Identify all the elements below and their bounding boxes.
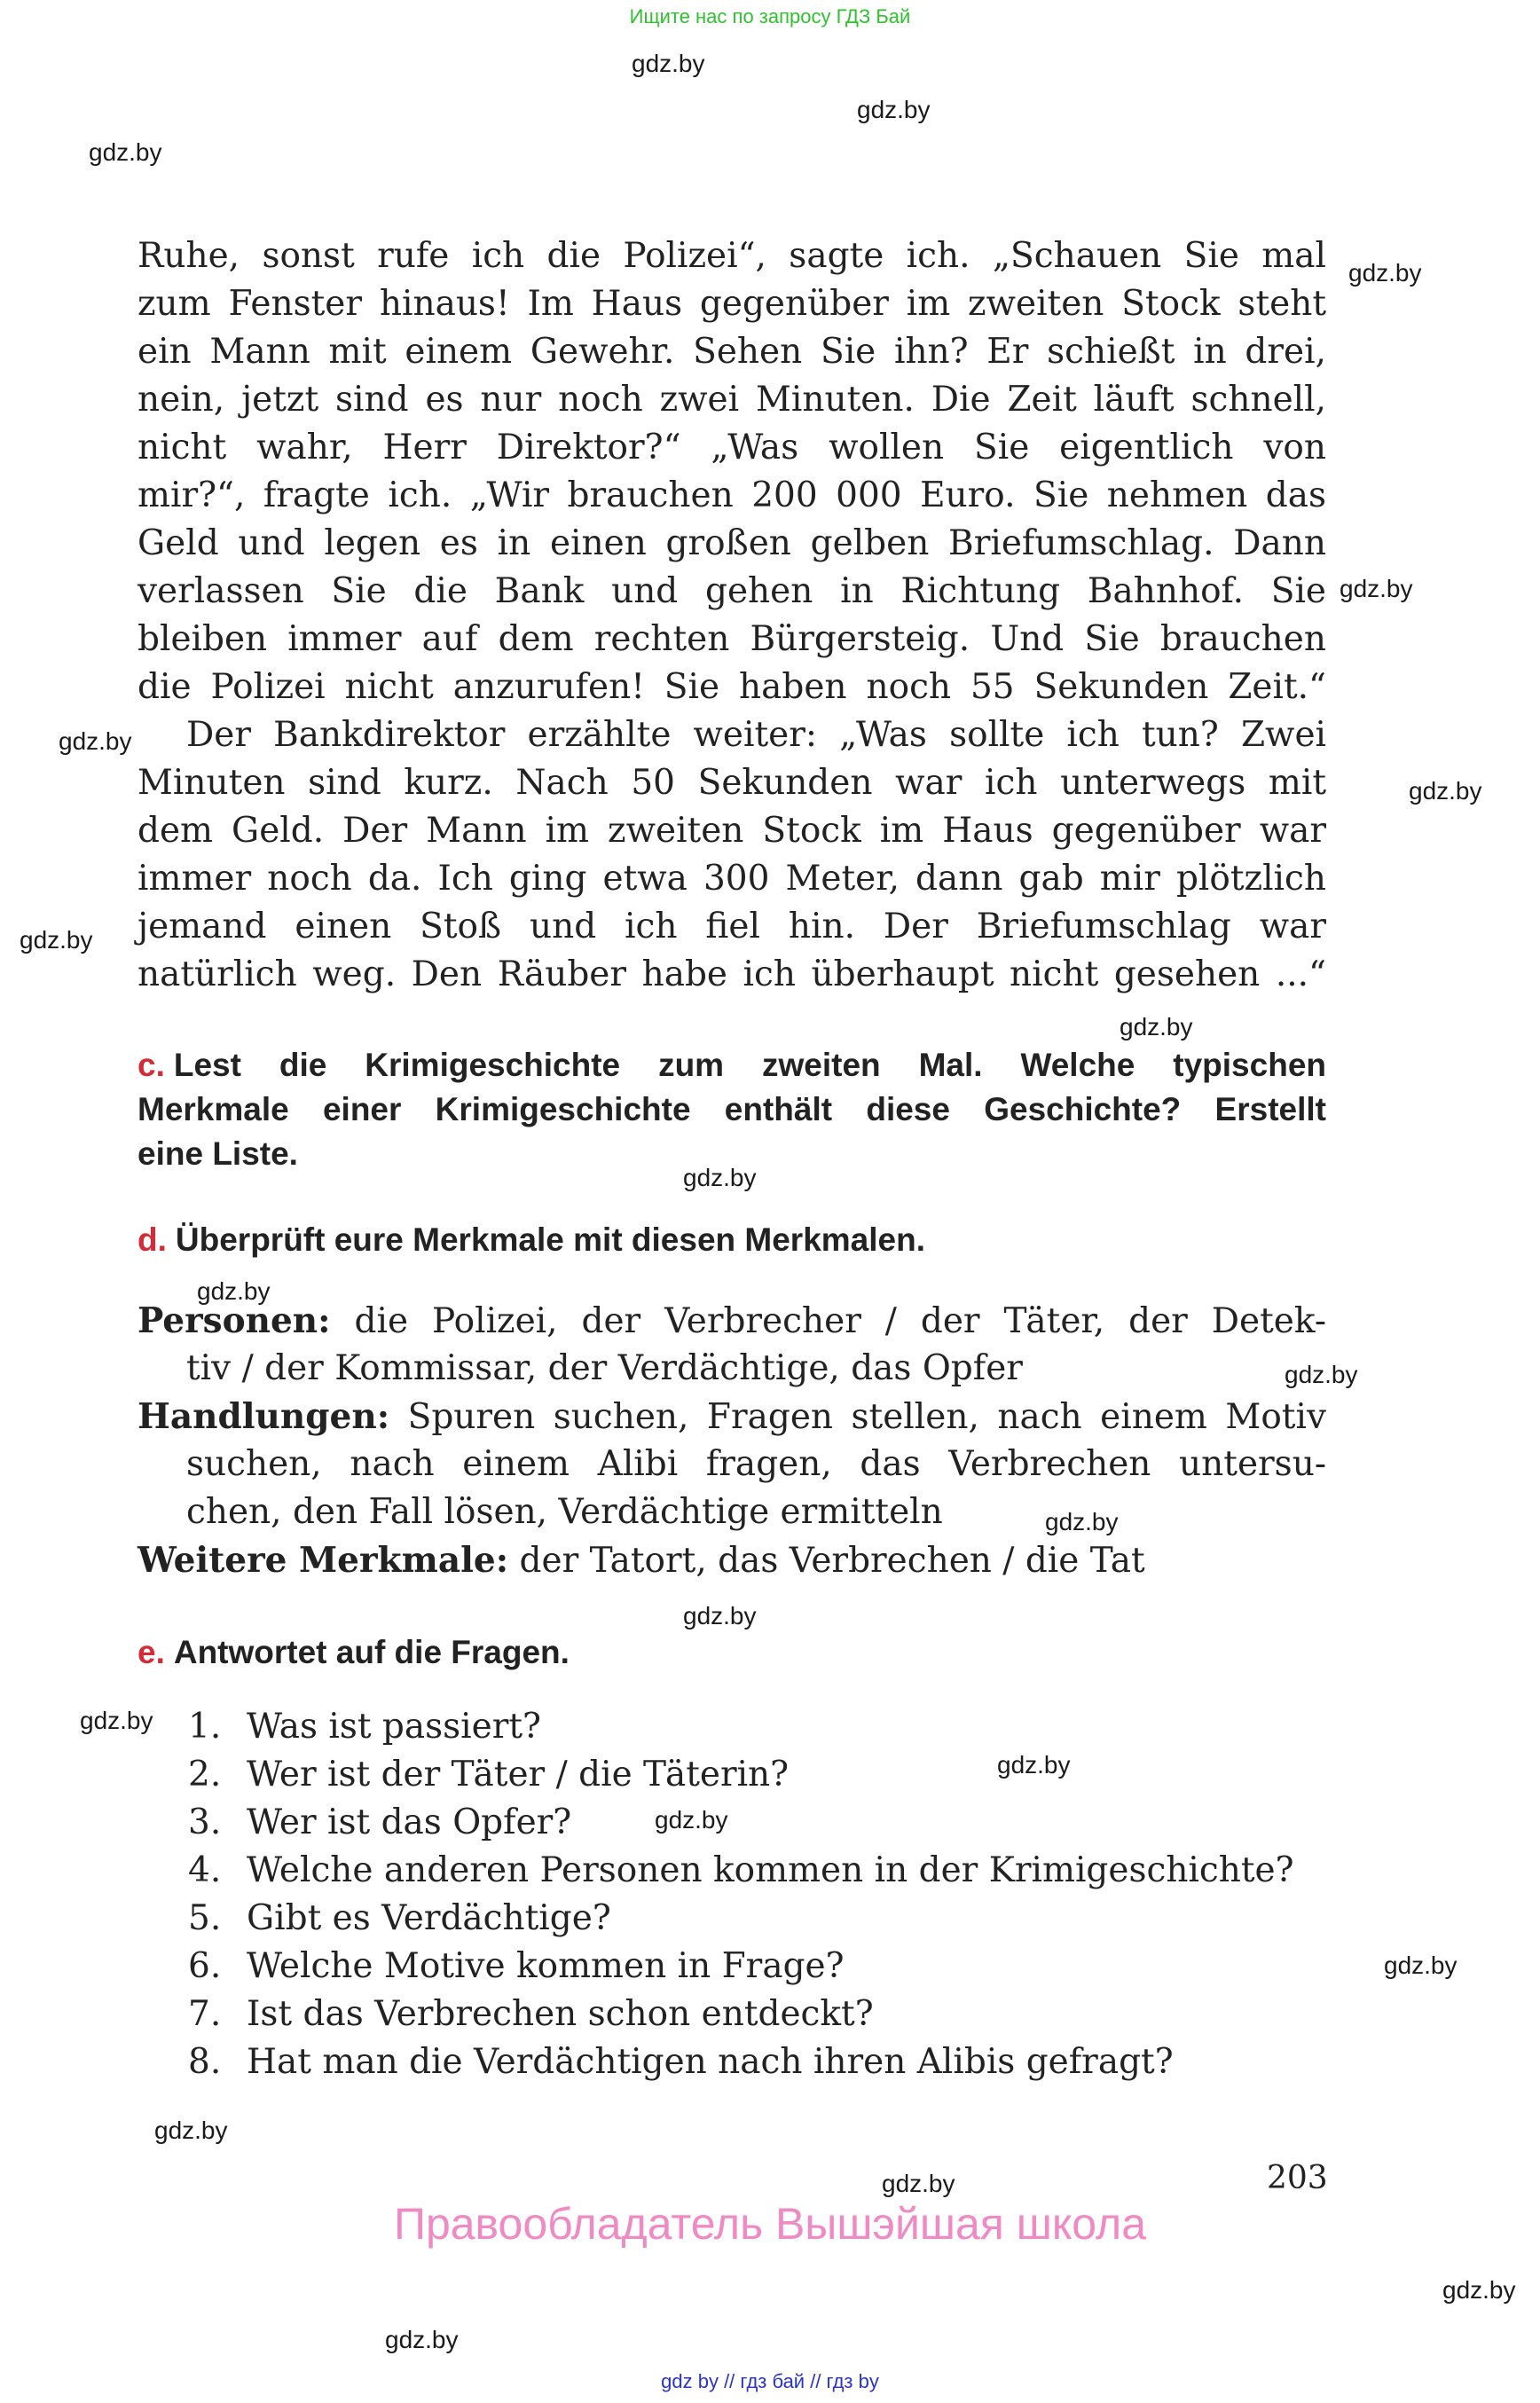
watermark: gdz.by [683,1164,757,1191]
question-text: Wer ist das Opfer? [247,1802,572,1842]
question-number: 8. [188,2042,222,2082]
copyright-notice: Правообладатель Вышэйшая школа [394,2199,1146,2249]
question-item [188,1895,611,1943]
task-text: Lest die Krimigeschichte zum zweiten Mal. Welche typischen [173,1047,1326,1083]
watermark: gdz.by [1442,2276,1516,2304]
weitere-label: Weitere Merkmale: [138,1540,509,1581]
watermark: gdz.by [1120,1013,1193,1041]
question-item [188,1799,571,1847]
personen-line [138,1297,1326,1346]
question-item [188,1847,1294,1895]
handlungen-line [138,1393,1326,1441]
question-text: Wer ist der Täter / die Täterin? [247,1755,790,1794]
story-line: nicht wahr, Herr Direktor?“ „Was wollen Sie eigentlich von [138,428,1326,467]
question-text: Hat man die Verdächtigen nach ihren Alibis gefragt? [247,2042,1174,2082]
watermark: gdz.by [89,138,162,166]
page-number: 203 [1267,2160,1328,2196]
story-line: verlassen Sie die Bank und gehen in Richtung Bahnhof. Sie [138,571,1326,611]
task-letter: c. [138,1047,165,1083]
story-line: mir?“, fragte ich. „Wir brauchen 200 000 Euro. Sie nehmen das [138,475,1326,515]
question-text: Was ist passiert? [247,1707,541,1747]
story-line: Minuten sind kurz. Nach 50 Sekunden war ich unterwegs mit [138,763,1326,803]
story-line: ein Mann mit einem Gewehr. Sehen Sie ihn? Er schießt in drei, [138,332,1326,372]
story-line: nein, jetzt sind es nur noch zwei Minuten. Die Zeit läuft schnell, [138,380,1326,420]
question-number: 4. [188,1850,222,1890]
task-letter: e. [138,1634,165,1670]
handlungen-text: Spuren suchen, Fragen stellen, nach einem Motiv [407,1397,1326,1437]
task-c [138,1043,1326,1176]
task-text: Antwortet auf die Fragen. [173,1634,570,1670]
weitere-text: der Tatort, das Verbrechen / die Tat [519,1541,1145,1581]
watermark: gdz.by [1409,777,1482,805]
handlungen-line: chen, den Fall lösen, Verdächtige ermitteln [186,1492,943,1532]
weitere-line [138,1536,1326,1585]
watermark: gdz.by [1285,1361,1358,1388]
question-text: Ist das Verbrechen schon entdeckt? [247,1994,874,2034]
watermark: gdz.by [20,926,93,954]
watermark: gdz.by [385,2326,459,2353]
task-text: eine Liste. [138,1135,298,1172]
question-item [188,1943,845,1991]
task-text: Merkmale einer Krimigeschichte enthält diese Geschichte? Erstellt [138,1091,1326,1127]
task-letter: d. [138,1221,167,1258]
personen-label: Personen: [138,1300,331,1341]
task-e [138,1630,1326,1675]
question-item [188,1751,789,1799]
watermark: gdz.by [1340,575,1413,602]
handlungen-line: suchen, nach einem Alibi fragen, das Verbrechen untersu- [186,1444,1326,1484]
watermark: gdz.by [1045,1508,1119,1535]
watermark: gdz.by [857,96,931,123]
watermark: gdz.by [154,2116,228,2144]
story-line: Ruhe, sonst rufe ich die Polizei“, sagte ich. „Schauen Sie mal [138,236,1326,276]
question-text: Welche anderen Personen kommen in der Krimigeschichte? [247,1850,1294,1890]
watermark: gdz.by [1348,259,1422,287]
watermark: gdz.by [632,50,705,77]
story-line: immer noch da. Ich ging etwa 300 Meter, dann gab mir plötzlich [138,859,1326,899]
top-banner: Ищите нас по запросу ГДЗ Бай [629,5,911,27]
handlungen-label: Handlungen: [138,1396,390,1437]
story-line: natürlich weg. Den Räuber habe ich überhaupt nicht gesehen ...“ [138,954,1326,994]
task-d [138,1218,1326,1262]
question-number: 5. [188,1898,222,1938]
watermark: gdz.by [683,1602,757,1629]
question-item [188,1991,874,2038]
story-line: bleiben immer auf dem rechten Bürgersteig. Und Sie brauchen [138,619,1326,659]
story-line: Geld und legen es in einen großen gelben Briefumschlag. Dann [138,523,1326,563]
watermark: gdz.by [997,1751,1071,1779]
watermark: gdz.by [655,1806,728,1834]
question-number: 3. [188,1802,222,1842]
task-text: Überprüft eure Merkmale mit diesen Merkmalen. [175,1221,926,1258]
watermark: gdz.by [80,1707,153,1734]
question-number: 6. [188,1946,222,1986]
personen-line: tiv / der Kommissar, der Verdächtige, das Opfer [186,1348,1023,1388]
question-text: Gibt es Verdächtige? [247,1898,611,1938]
watermark: gdz.by [882,2170,955,2197]
story-line: die Polizei nicht anzurufen! Sie haben noch 55 Sekunden Zeit.“ [138,667,1326,707]
question-number: 2. [188,1755,222,1794]
watermark: gdz.by [197,1277,271,1305]
question-text: Welche Motive kommen in Frage? [247,1946,845,1986]
question-number: 1. [188,1707,222,1747]
story-line: Der Bankdirektor erzählte weiter: „Was sollte ich tun? Zwei [186,715,1326,755]
story-line: dem Geld. Der Mann im zweiten Stock im Haus gegenüber war [138,811,1326,851]
question-item [188,1703,541,1751]
watermark: gdz.by [1384,1951,1458,1979]
question-item [188,2038,1174,2086]
watermark: gdz.by [59,727,132,755]
story-line: jemand einen Stoß und ich fiel hin. Der Briefumschlag war [138,907,1326,946]
question-number: 7. [188,1994,222,2034]
bottom-banner[interactable]: gdz by // гдз бай // гдз by [661,2370,879,2392]
personen-text: die Polizei, der Verbrecher / der Täter, der Detek- [354,1301,1326,1341]
story-line: zum Fenster hinaus! Im Haus gegenüber im zweiten Stock steht [138,284,1326,324]
